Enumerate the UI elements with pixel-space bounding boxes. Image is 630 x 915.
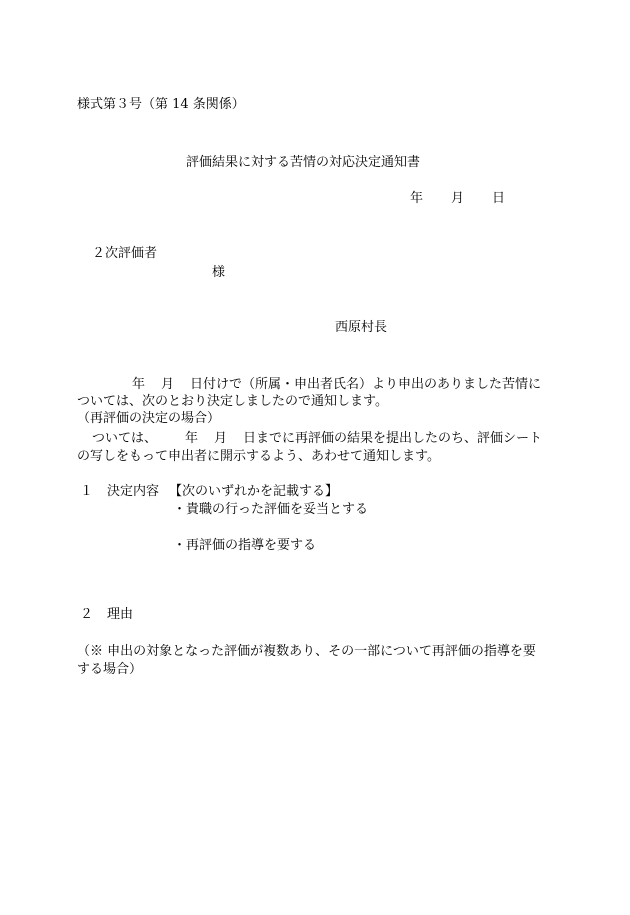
reeval-heading: （再評価の決定の場合） <box>77 411 221 426</box>
section1-number: １ <box>80 484 94 499</box>
recipient-role: ２次評価者 <box>92 246 158 261</box>
body-para1-line1 <box>132 377 541 393</box>
section1-heading <box>80 484 338 500</box>
section1-option-1: ・貴職の行った評価を妥当とする <box>173 502 369 517</box>
para2-lead: ついては、 <box>92 431 158 446</box>
date-day: 日 <box>492 191 506 206</box>
body-para2-line2: の写しをもって申出者に開示するよう、あわせて通知します。 <box>77 449 440 464</box>
section2-heading <box>80 607 133 623</box>
recipient-honorific: 様 <box>212 265 226 280</box>
para2-month: 月 <box>214 431 228 446</box>
para1-year: 年 <box>132 377 146 392</box>
section2-number: ２ <box>80 607 94 622</box>
section2-label: 理由 <box>107 607 134 622</box>
date-month: 月 <box>451 191 465 206</box>
date-year: 年 <box>410 191 424 206</box>
note-line2: する場合） <box>77 662 143 677</box>
note-line1: （※ 申出の対象となった評価が複数あり、その一部について再評価の指導を要 <box>77 644 536 659</box>
section1-option-2: ・再評価の指導を要する <box>173 538 317 553</box>
form-number: 様式第３号（第 14 条関係） <box>77 97 245 112</box>
section1-label: 決定内容 <box>107 484 160 499</box>
document-title: 評価結果に対する苦情の対応決定通知書 <box>186 155 421 170</box>
para2-text-a: 日までに再評価の結果を提出したのち、評価シート <box>243 431 543 446</box>
para1-month: 月 <box>161 377 175 392</box>
date-line <box>410 191 505 207</box>
para2-year: 年 <box>185 431 199 446</box>
sender: 西原村長 <box>335 320 388 335</box>
body-para2-line1 <box>92 431 542 447</box>
para1-text-a: 日付けで（所属・申出者氏名）より申出のありました苦情に <box>190 377 542 392</box>
body-para1-line2: ついては、次のとおり決定しましたので通知します。 <box>77 394 388 409</box>
section1-instruction: 【次のいずれかを記載する】 <box>169 484 339 499</box>
